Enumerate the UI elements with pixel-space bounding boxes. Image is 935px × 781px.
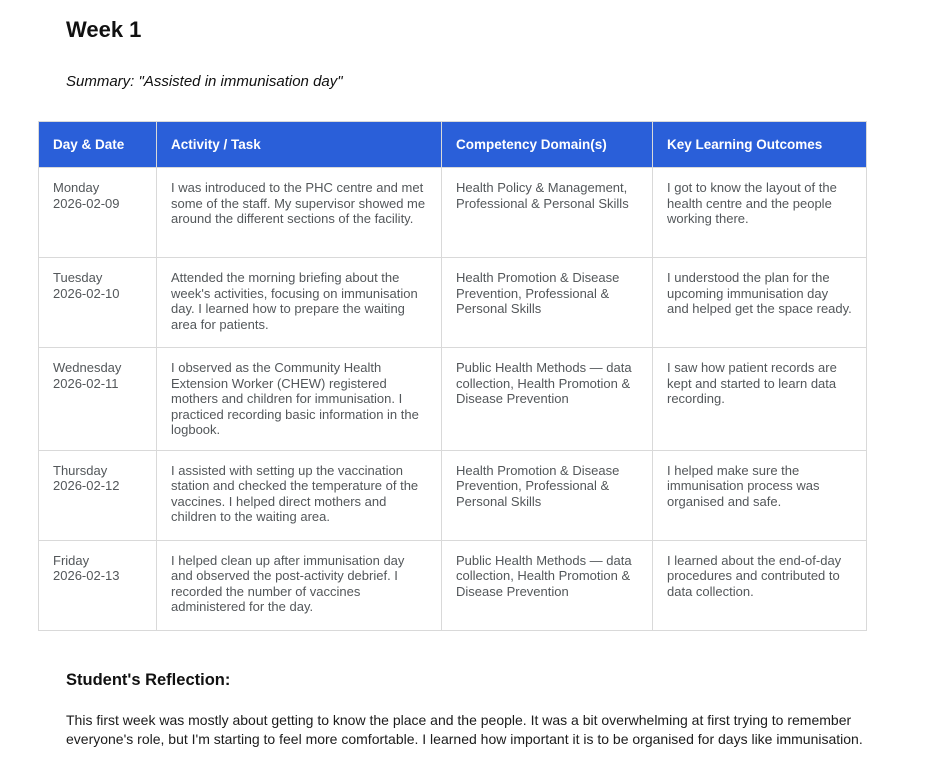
day-name: Monday bbox=[53, 180, 100, 195]
competency-cell: Health Promotion & Disease Prevention, Professional & Personal Skills bbox=[442, 450, 653, 540]
day-date-cell bbox=[39, 258, 157, 348]
header-competency-domains: Competency Domain(s) bbox=[442, 122, 653, 168]
competency-cell: Public Health Methods — data collection, Health Promotion & Disease Prevention bbox=[442, 540, 653, 630]
day-date-cell bbox=[39, 540, 157, 630]
day-date-cell bbox=[39, 348, 157, 451]
table-row-thursday bbox=[39, 450, 867, 540]
day-date-cell bbox=[39, 168, 157, 258]
outcomes-cell: I understood the plan for the upcoming immunisation day and helped get the space ready. bbox=[653, 258, 867, 348]
outcomes-cell: I learned about the end-of-day procedures and contributed to data collection. bbox=[653, 540, 867, 630]
day-name: Thursday bbox=[53, 462, 108, 478]
day-name: Tuesday bbox=[53, 270, 103, 285]
activity-cell: I assisted with setting up the vaccination station and checked the temperature of the vaccines. I helped direct mothers and children to the waiting area. bbox=[157, 450, 442, 540]
outcomes-cell: I saw how patient records are kept and started to learn data recording. bbox=[653, 348, 867, 451]
outcomes-cell: I helped make sure the immunisation process was organised and safe. bbox=[653, 450, 867, 540]
day-date: 2026-02-13 bbox=[53, 568, 120, 583]
header-activity-task: Activity / Task bbox=[157, 122, 442, 168]
table-row-tuesday bbox=[39, 258, 867, 348]
day-date: 2026-02-09 bbox=[53, 195, 120, 211]
day-name: Wednesday bbox=[53, 360, 122, 375]
table-row-wednesday bbox=[39, 348, 867, 451]
header-day-date: Day & Date bbox=[39, 122, 157, 168]
day-date-cell bbox=[39, 450, 157, 540]
table-row-monday bbox=[39, 168, 867, 258]
activity-cell: I helped clean up after immunisation day and observed the post-activity debrief. I recorded the number of vaccines administered for the day. bbox=[157, 540, 442, 630]
table-row-friday bbox=[39, 540, 867, 630]
summary-text: Summary: "Assisted in immunisation day" bbox=[66, 73, 343, 90]
page-title: Week 1 bbox=[66, 17, 142, 42]
reflection-heading: Student's Reflection: bbox=[66, 670, 231, 689]
weekly-log-table bbox=[38, 121, 867, 631]
reflection-text: This first week was mostly about getting to know the place and the people. It was a bit overwhelming at first trying to remember everyone's role, but I'm starting to feel more comfortable. I learned how important it is to be organised for days like immunisation. bbox=[66, 711, 863, 747]
header-key-learning-outcomes: Key Learning Outcomes bbox=[653, 122, 867, 168]
activity-cell: Attended the morning briefing about the week's activities, focusing on immunisation day. I learned how to prepare the waiting area for patients. bbox=[157, 258, 442, 348]
activity-cell: I was introduced to the PHC centre and met some of the staff. My supervisor showed me around the different sections of the facility. bbox=[157, 168, 442, 258]
competency-cell: Public Health Methods — data collection, Health Promotion & Disease Prevention bbox=[442, 348, 653, 451]
outcomes-cell: I got to know the layout of the health centre and the people working there. bbox=[653, 168, 867, 258]
day-date: 2026-02-10 bbox=[53, 285, 120, 301]
day-date: 2026-02-11 bbox=[53, 375, 119, 391]
competency-cell: Health Policy & Management, Professional & Personal Skills bbox=[442, 168, 653, 258]
day-date: 2026-02-12 bbox=[53, 478, 120, 493]
table-header-row bbox=[39, 122, 867, 168]
activity-cell: I observed as the Community Health Extension Worker (CHEW) registered mothers and children for immunisation. I practiced recording basic information in the logbook. bbox=[157, 348, 442, 451]
day-name: Friday bbox=[53, 552, 90, 568]
competency-cell: Health Promotion & Disease Prevention, Professional & Personal Skills bbox=[442, 258, 653, 348]
